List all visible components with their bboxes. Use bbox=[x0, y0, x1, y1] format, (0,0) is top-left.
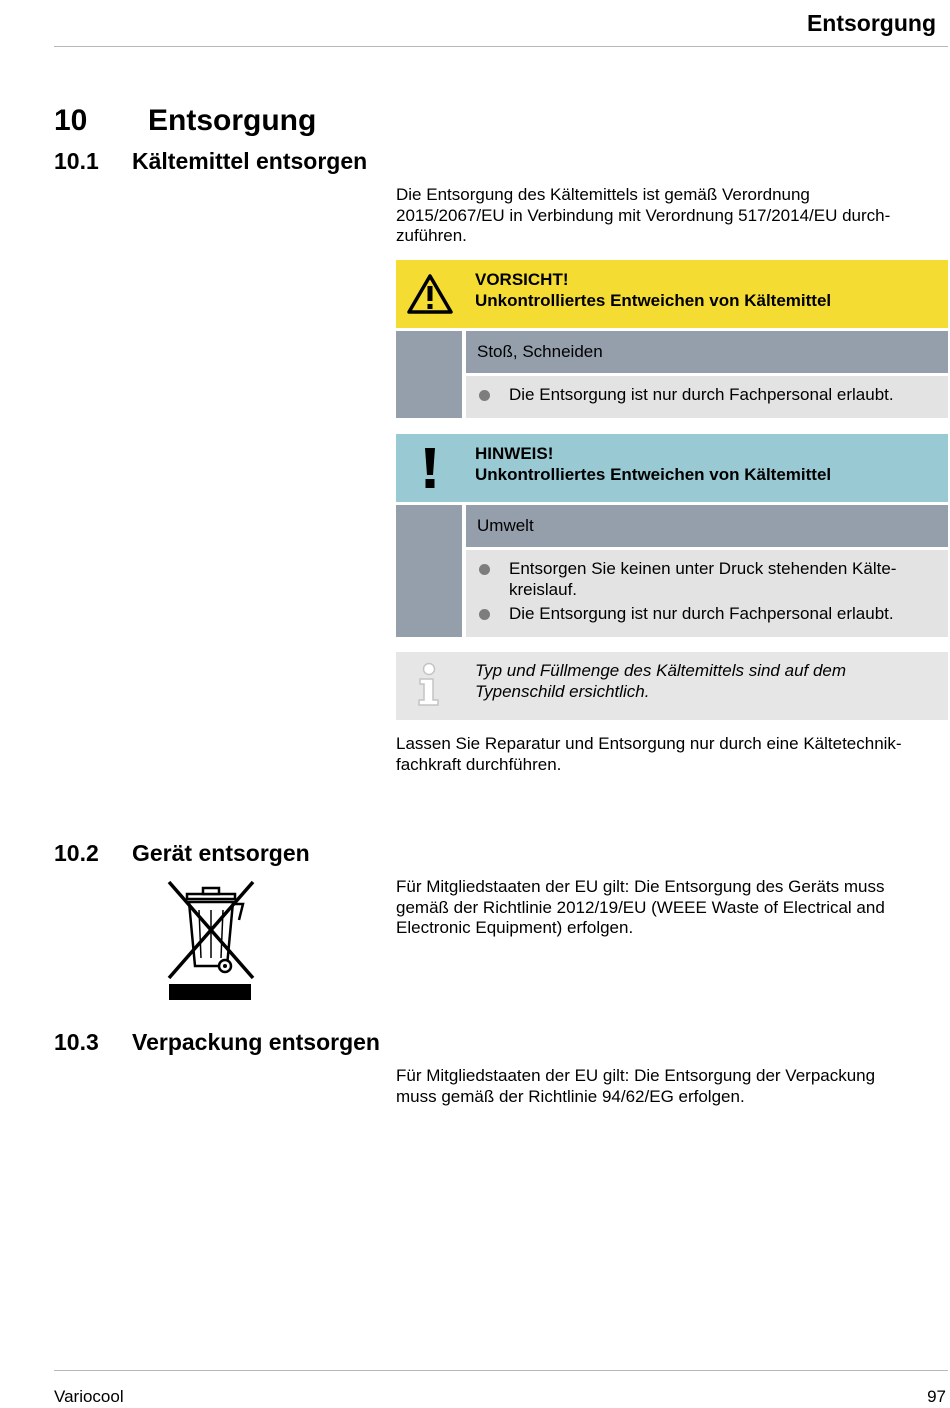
text-line: Die Entsorgung des Kältemittels ist gemäß Verordnung bbox=[396, 185, 810, 204]
footer-product-name: Variocool bbox=[54, 1387, 124, 1406]
text-line: Typenschild ersichtlich. bbox=[475, 681, 650, 701]
section-title: Gerät entsorgen bbox=[132, 840, 310, 866]
text-line: 2015/2067/EU in Verbindung mit Verordnung 517/2014/EU durch- bbox=[396, 205, 891, 225]
hazard-title: Unkontrolliertes Entweichen von Kältemittel bbox=[475, 290, 832, 310]
text-line: Für Mitgliedstaaten der EU gilt: Die Entsorgung des Geräts muss bbox=[396, 877, 885, 896]
header-rule bbox=[54, 46, 948, 47]
caution-side-bar bbox=[396, 331, 462, 418]
hazard-title: Unkontrolliertes Entweichen von Kältemittel bbox=[475, 464, 832, 484]
warning-triangle-icon bbox=[396, 260, 464, 328]
text-line: gemäß der Richtlinie 2012/19/EU (WEEE Waste of Electrical and bbox=[396, 897, 885, 917]
caution-header bbox=[396, 260, 948, 328]
caution-label bbox=[475, 270, 831, 311]
page-number: 97 bbox=[927, 1387, 946, 1406]
caution-body bbox=[396, 331, 948, 418]
section-title: Kältemittel entsorgen bbox=[132, 148, 368, 174]
info-icon bbox=[414, 662, 444, 713]
bullet-icon bbox=[479, 564, 490, 575]
measure-item: Die Entsorgung ist nur durch Fachpersonal erlaubt. bbox=[477, 604, 938, 625]
signal-word: VORSICHT! bbox=[475, 270, 569, 289]
crossed-out-wheelie-bin-icon bbox=[163, 880, 259, 1004]
bullet-icon bbox=[479, 390, 490, 401]
section-2-paragraph bbox=[396, 877, 948, 939]
text-line: muss gemäß der Richtlinie 94/62/EG erfolgen. bbox=[396, 1086, 745, 1106]
info-text bbox=[475, 661, 846, 702]
hinweis-body bbox=[396, 505, 948, 637]
signal-word: HINWEIS! bbox=[475, 444, 554, 463]
section-number: 10.3 bbox=[54, 1029, 99, 1055]
text-line: Lassen Sie Reparatur und Entsorgung nur durch eine Kältetechnik- bbox=[396, 734, 902, 753]
measure-item: Die Entsorgung ist nur durch Fachpersonal erlaubt. bbox=[477, 385, 938, 406]
section-3-paragraph bbox=[396, 1066, 948, 1107]
chapter-number: 10 bbox=[54, 104, 88, 137]
hinweis-header bbox=[396, 434, 948, 502]
measures-list bbox=[466, 550, 948, 637]
chapter-title: Entsorgung bbox=[148, 104, 317, 137]
section-number: 10.1 bbox=[54, 148, 99, 174]
text-line: Typ und Füllmenge des Kältemittels sind auf dem bbox=[475, 661, 847, 680]
section-intro-paragraph bbox=[396, 185, 948, 247]
hinweis-notice bbox=[396, 434, 948, 637]
section-number: 10.2 bbox=[54, 840, 99, 866]
measures-list bbox=[466, 376, 948, 418]
text-line: Electronic Equipment) erfolgen. bbox=[396, 918, 634, 937]
text-line: zuführen. bbox=[396, 226, 467, 245]
text-line: Für Mitgliedstaaten der EU gilt: Die Entsorgung der Verpackung bbox=[396, 1066, 876, 1085]
hinweis-side-bar bbox=[396, 505, 462, 637]
hazard-cause: Stoß, Schneiden bbox=[466, 331, 948, 373]
bullet-icon bbox=[479, 609, 490, 620]
text-line: fachkraft durchführen. bbox=[396, 754, 562, 774]
hazard-cause: Umwelt bbox=[466, 505, 948, 547]
closing-paragraph bbox=[396, 734, 948, 775]
hinweis-label bbox=[475, 444, 831, 485]
exclamation-icon bbox=[396, 434, 464, 502]
section-title: Verpackung entsorgen bbox=[132, 1029, 380, 1055]
caution-notice bbox=[396, 260, 948, 418]
running-header: Entsorgung bbox=[806, 10, 936, 36]
info-box bbox=[396, 652, 948, 720]
footer-rule bbox=[54, 1370, 948, 1371]
measure-item: Entsorgen Sie keinen unter Druck stehenden Kälte- kreislauf. bbox=[477, 559, 938, 600]
